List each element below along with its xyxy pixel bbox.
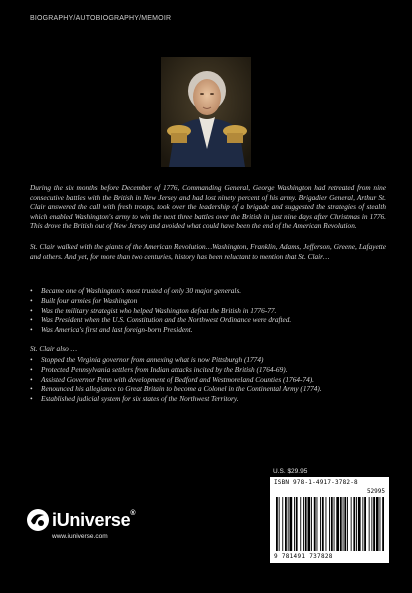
category-label: BIOGRAPHY/AUTOBIOGRAPHY/MEMOIR: [30, 15, 172, 22]
list-item: • Protected Pennsylvania settlers from Indian attacks incited by the British (1764-69).: [30, 365, 380, 375]
list-item: • Became one of Washington's most trusted of only 30 major generals.: [30, 286, 380, 296]
blurb-paragraph-2: St. Clair walked with the giants of the American Revolution…Washington, Franklin, Adams, Jefferson, Greene, Lafayette and others. And yet, for more than two centuries, history has been reluctant to mention that St. Clair…: [30, 242, 386, 261]
also-list: [30, 355, 380, 404]
price-label: U.S. $29.95: [273, 468, 308, 475]
list-item: • Assisted Governor Penn with development of Bedford and Westmoreland Counties (1764-74).: [30, 375, 380, 385]
list-item: • Stopped the Virginia governor from annexing what is now Pittsburgh (1774): [30, 355, 380, 365]
list-item: • Built four armies for Washington: [30, 296, 380, 306]
registered-mark: ®: [130, 510, 136, 517]
list-item: • Was President when the U.S. Constitution and the Northwest Ordinance were drafted.: [30, 315, 380, 325]
list-item: • Was America's first and last foreign-born President.: [30, 325, 380, 335]
barcode-bars: [270, 477, 389, 563]
publisher-url: www.iuniverse.com: [52, 533, 108, 540]
price-code: 52995: [366, 488, 385, 495]
ean-digits: 9 781491 737828: [274, 553, 333, 560]
publisher-name: [52, 510, 135, 531]
portrait-image: [161, 57, 251, 167]
accomplishments-list: [30, 286, 380, 335]
blurb-paragraph-1: During the six months before December of 1776, Commanding General, George Washington had retreated from nine consecutive battles with the British in New Jersey and had lost ninety percent of his army. Brigadier General, Arthur St. Clair answered the call with fresh troops, took over the leadership of a brigade and suggested the strategies of stealth which enabled Washington's army to win the next three battles over the British in just nine days after Christmas in 1776. This drove the British out of New Jersey and avoided what could have been the end of the American Revolution.: [30, 183, 386, 231]
list-item: • Established judicial system for six states of the Northwest Territory.: [30, 394, 380, 404]
list-item: • Renounced his allegiance to Great Britain to become a Colonel in the Continental Army (1774).: [30, 384, 380, 394]
list-item: • Was the military strategist who helped Washington defeat the British in 1776-77.: [30, 306, 380, 316]
publisher-name-text: iUniverse: [52, 510, 131, 530]
also-label: St. Clair also …: [30, 344, 78, 353]
author-portrait: [161, 57, 251, 167]
iuniverse-swirl-icon: [26, 508, 50, 532]
barcode: [270, 477, 389, 563]
isbn-text: ISBN 978-1-4917-3782-8: [274, 479, 358, 486]
